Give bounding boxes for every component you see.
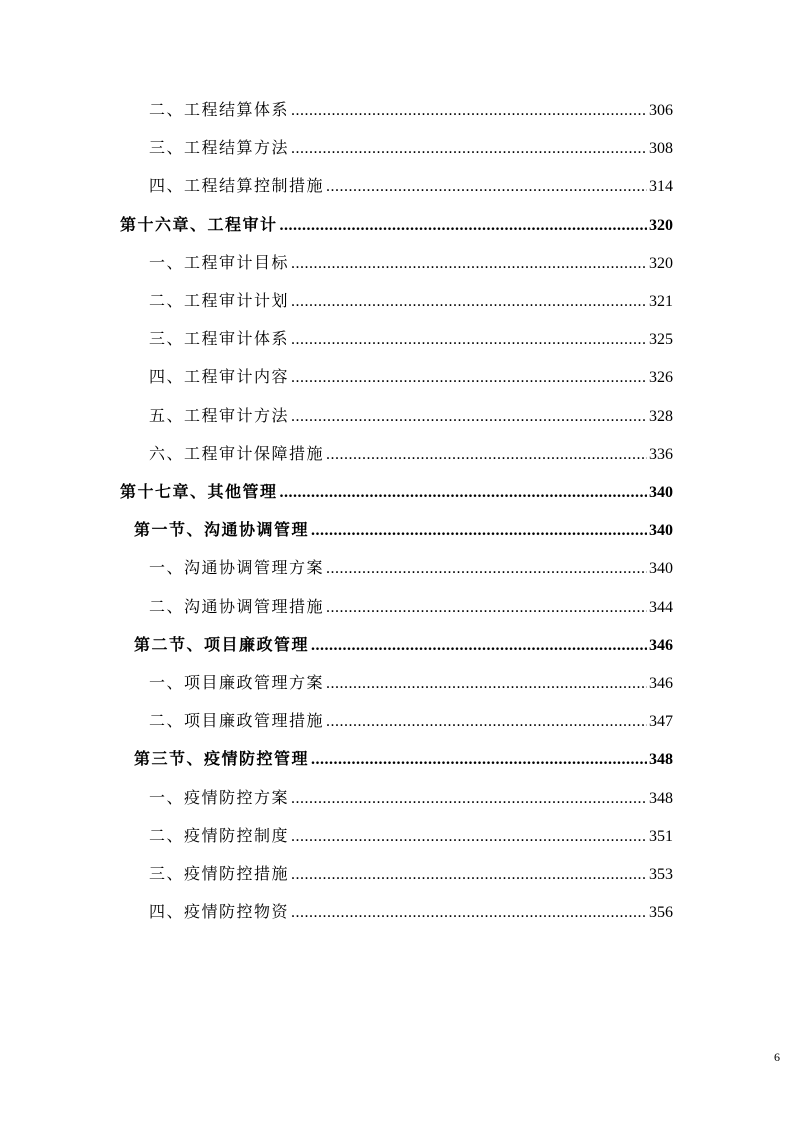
toc-entry-page: 353 [649,866,673,883]
toc-entry-title: 三、工程审计体系 [149,329,290,349]
toc-entry-title: 三、疫情防控措施 [149,864,290,883]
toc-entry-title: 第十六章、工程审计 [120,214,278,234]
toc-entry[interactable] [149,135,673,161]
toc-entry[interactable] [149,823,673,849]
toc-entry-title: 第三节、疫情防控管理 [134,749,310,769]
toc-leader-dots [291,786,647,812]
toc-entry[interactable] [149,288,673,314]
toc-entry-title: 五、工程审计方法 [149,405,290,425]
toc-entry-title: 二、工程审计计划 [149,291,290,310]
toc-leader-dots [291,824,647,850]
toc-entry-page: 308 [649,140,673,158]
toc-entry-title: 四、疫情防控物资 [149,902,290,922]
toc-leader-dots [291,404,647,430]
toc-leader-dots [291,251,647,277]
toc-entry-title: 一、工程审计目标 [149,252,290,272]
toc-entry-title: 第十七章、其他管理 [120,482,278,501]
toc-entry[interactable] [149,403,673,429]
toc-entry[interactable] [120,479,673,505]
toc-leader-dots [280,480,647,506]
toc-entry-page: 320 [649,254,673,272]
toc-leader-dots [326,709,647,735]
toc-entry-title: 一、项目廉政管理方案 [149,673,325,692]
toc-entry[interactable] [149,555,673,581]
toc-leader-dots [291,98,647,124]
toc-leader-dots [326,174,647,200]
toc-entry-title: 一、沟通协调管理方案 [149,558,325,578]
toc-leader-dots [311,518,647,544]
toc-entry-page: 340 [649,522,673,540]
toc-entry[interactable] [149,670,673,696]
toc-leader-dots [291,862,647,888]
toc-entry-title: 四、工程审计内容 [149,367,290,387]
toc-entry-page: 326 [649,369,673,387]
toc-entry-title: 三、工程结算方法 [149,138,290,158]
toc-entry[interactable] [134,517,673,543]
toc-entry-page: 340 [649,560,673,578]
toc-leader-dots [311,747,647,773]
toc-entry-title: 二、项目廉政管理措施 [149,711,325,731]
toc-leader-dots [311,633,647,659]
toc-entry[interactable] [149,441,673,467]
toc-leader-dots [280,213,647,239]
toc-entry-page: 320 [649,216,673,234]
toc-entry[interactable] [149,326,673,352]
toc-leader-dots [291,327,647,353]
toc-entry-page: 340 [649,484,673,501]
toc-entry[interactable] [149,364,673,390]
toc-entry-page: 356 [649,904,673,922]
page-number: 6 [774,1050,780,1064]
toc-entry[interactable] [149,594,673,620]
toc-entry[interactable] [120,212,673,238]
toc-entry-title: 第一节、沟通协调管理 [134,520,310,540]
toc-leader-dots [326,442,647,468]
toc-entry-title: 一、疫情防控方案 [149,787,290,807]
toc-entry-page: 344 [649,598,673,616]
toc-leader-dots [291,365,647,391]
toc-entry[interactable] [149,861,673,887]
toc-entry-page: 325 [649,331,673,349]
toc-leader-dots [291,900,647,926]
toc-entry[interactable] [149,899,673,925]
toc-entry-page: 346 [649,636,673,654]
toc-entry-title: 二、疫情防控制度 [149,825,290,845]
toc-entry-page: 348 [649,789,673,807]
toc-entry[interactable] [149,173,673,199]
toc-entry-page: 348 [649,751,673,769]
toc-entry-page: 346 [649,675,673,692]
toc-entry-page: 306 [649,102,673,119]
toc-entry[interactable] [149,250,673,276]
toc-entry[interactable] [149,97,673,123]
toc-entry-page: 328 [649,407,673,425]
toc-entry-page: 321 [649,293,673,310]
toc-entry-title: 第二节、项目廉政管理 [134,634,310,654]
toc-entry-page: 351 [649,827,673,845]
toc-entry-title: 四、工程结算控制措施 [149,176,325,196]
toc-entry-page: 314 [649,178,673,196]
toc-leader-dots [326,671,647,697]
toc-entry-page: 336 [649,445,673,463]
toc-leader-dots [291,136,647,162]
toc-entry[interactable] [134,746,673,772]
toc-entry[interactable] [134,632,673,658]
toc-entry-title: 二、沟通协调管理措施 [149,596,325,616]
toc-entry-title: 六、工程审计保障措施 [149,443,325,463]
toc-entry-title: 二、工程结算体系 [149,100,290,119]
toc-entry[interactable] [149,785,673,811]
toc-leader-dots [326,556,647,582]
toc-leader-dots [326,595,647,621]
toc-leader-dots [291,289,647,315]
toc-entry[interactable] [149,708,673,734]
toc-entry-page: 347 [649,713,673,731]
